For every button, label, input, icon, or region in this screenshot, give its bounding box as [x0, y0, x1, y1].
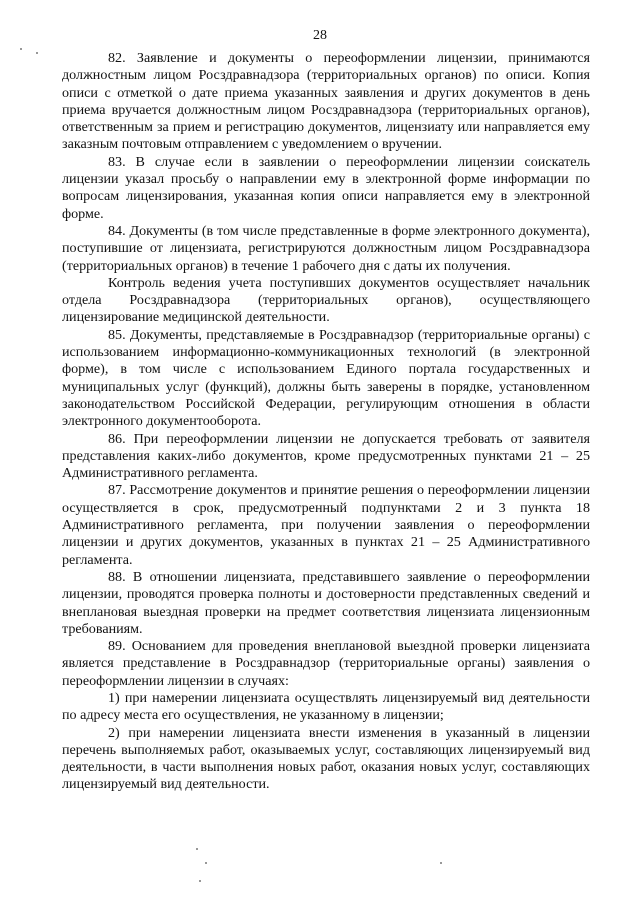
- paragraph-85: 85. Документы, представляемые в Росздравнадзор (территориальные органы) с использованием информационно-коммуникационных технологий (в электронной форме), в том числе с использованием Единого портала государственных и муниципальных услуг (функций), должны быть заверены в порядке, установленном законодательством Российской Федерации, регулирующим отношения в области электронного документооборота.: [62, 326, 590, 430]
- document-body: [62, 50, 590, 794]
- scan-speck: [196, 848, 198, 850]
- scan-speck: [36, 52, 38, 54]
- paragraph-89: 89. Основанием для проведения внеплановой выездной проверки лицензиата является представление в Росздравнадзор (территориальные органы) заявления о переоформлении лицензии в случаях:: [62, 638, 590, 689]
- paragraph-88: 88. В отношении лицензиата, представившего заявление о переоформлении лицензии, проводятся проверка полноты и достоверности представленных сведений и внеплановая выездная проверки на предмет соответствия лицензиата лицензионным требованиям.: [62, 568, 590, 637]
- paragraph-89-item-1: 1) при намерении лицензиата осуществлять лицензируемый вид деятельности по адресу места его осуществления, не указанному в лицензии;: [62, 689, 590, 724]
- paragraph-87: 87. Рассмотрение документов и принятие решения о переоформлении лицензии осуществляется в срок, предусмотренный подпунктами 2 и 3 пункта 18 Административного регламента, при получении заявления о переоформлении лицензии и других документов, указанных в пунктах 21 – 25 Административного регламента.: [62, 482, 590, 568]
- scan-speck: [199, 880, 201, 882]
- paragraph-82: 82. Заявление и документы о переоформлении лицензии, принимаются должностным лицом Росздравнадзора (территориальных органов) по описи. Копия описи с отметкой о дате приема указанных заявления и других документов в день приема вручается должностным лицом Росздравнадзора (территориальных органов), ответственным за прием и регистрацию документов, лицензиату или направляется ему заказным почтовым отправлением с уведомлением о вручении.: [62, 50, 590, 153]
- scan-speck: [440, 862, 442, 864]
- scan-speck: [205, 862, 207, 864]
- paragraph-89-item-2: 2) при намерении лицензиата внести изменения в указанный в лицензии перечень выполняемых работ, оказываемых услуг, составляющих лицензируемый вид деятельности, в части выполнения новых работ, оказания новых услуг, составляющих лицензируемый вид деятельности.: [62, 724, 590, 793]
- paragraph-83: 83. В случае если в заявлении о переоформлении лицензии соискатель лицензии указал просьбу о направлении ему в электронной форме информации по вопросам лицензирования, указанная копия описи направляется ему в электронной форме.: [62, 153, 590, 222]
- page-number: 28: [313, 28, 327, 43]
- paragraph-86: 86. При переоформлении лицензии не допускается требовать от заявителя представления каких-либо документов, кроме предусмотренных пунктами 21 – 25 Административного регламента.: [62, 430, 590, 482]
- paragraph-84: 84. Документы (в том числе представленные в форме электронного документа), поступившие от лицензиата, регистрируются должностным лицом Росздравнадзора (территориальных органов) в течение 1 рабочего дня с даты их получения.: [62, 222, 590, 274]
- scan-speck: [20, 48, 22, 50]
- paragraph-84-control: Контроль ведения учета поступивших документов осуществляет начальник отдела Росздравнадзора (территориальных органов), осуществляющего лицензирование медицинской деятельности.: [62, 274, 590, 326]
